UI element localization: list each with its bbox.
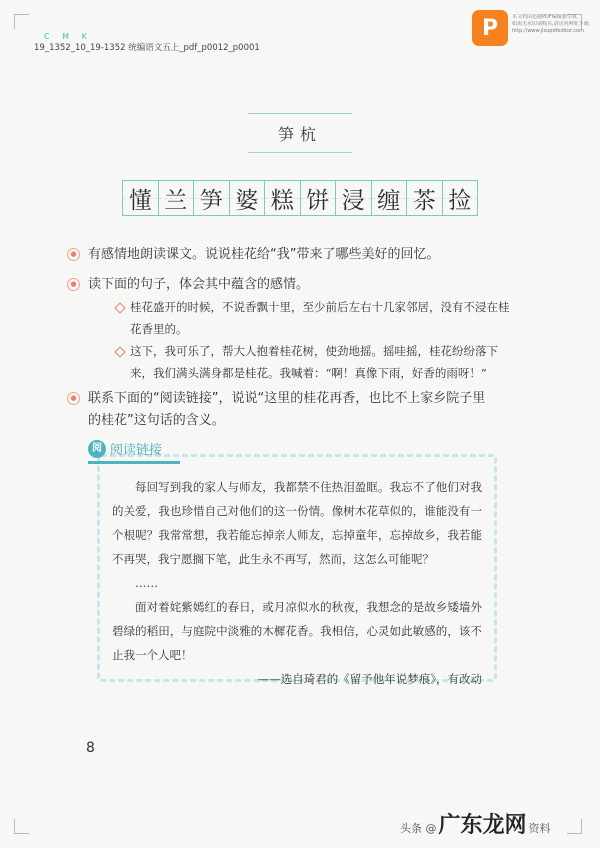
watermark-brand: 广东龙网 <box>438 813 527 838</box>
question-1 <box>70 244 488 266</box>
reading-source: ——选自琦君的《留予他年说梦痕》，有改动 <box>257 672 482 686</box>
lesson-title-box <box>248 113 352 153</box>
question-marker-icon: ● <box>67 392 80 405</box>
char-cell: 笋 <box>194 181 230 215</box>
char-cell: 兰 <box>159 181 195 215</box>
char-cell: 饼 <box>301 181 337 215</box>
reading-link-label: 阅读链接 <box>110 443 163 458</box>
p-letter-icon: P <box>481 15 499 41</box>
reading-link-header <box>88 439 162 458</box>
sentence-text: 这下，我可乐了，帮大人抱着桂花树，使劲地摇。摇哇摇，桂花纷纷落下来，我们满头满身都是桂花。我喊着：“啊！真像下雨，好香的雨呀！” <box>130 344 498 380</box>
question-text: 联系下面的“阅读链接”，说说“这里的桂花再香，也比不上家乡院子里的桂花”这句话的含义。 <box>88 391 486 428</box>
char-cell: 懂 <box>123 181 159 215</box>
color-code: C M K <box>44 32 92 41</box>
crop-mark-bottom-left <box>14 819 29 834</box>
char-cell: 浸 <box>336 181 372 215</box>
reading-link-content <box>112 475 482 691</box>
char-cell: 糕 <box>265 181 301 215</box>
crop-mark-top-left <box>14 14 29 29</box>
sentence-1 <box>130 296 518 340</box>
question-3 <box>70 388 488 432</box>
logo-notice-line: 本文档由迅捷PDF编辑器生成, <box>512 14 579 20</box>
sentence-text: 桂花盛开的时候，不说香飘十里，至少前后左右十几家邻居，没有不浸在桂花香里的。 <box>130 300 510 336</box>
page-number: 8 <box>86 740 95 756</box>
char-cell: 茶 <box>407 181 443 215</box>
char-cell: 缠 <box>372 181 408 215</box>
reading-paragraph: 每回写到我的家人与师友，我都禁不住热泪盈眶。我忘不了他们对我的关爱，我也珍惜自己对他们的这一份情。像树木花草似的，谁能没有一个根呢？我常常想，我若能忘掉亲人师友，忘掉童年，忘掉故乡，我若能不再哭，我宁愿搁下笔，此生永不再写，然而，这怎么可能呢？ <box>112 480 482 566</box>
question-text: 读下面的句子，体会其中蕴含的感情。 <box>88 277 310 292</box>
diamond-bullet-icon <box>114 302 125 313</box>
char-cell: 婆 <box>230 181 266 215</box>
reading-link-underline <box>88 461 180 464</box>
watermark-suffix: 资料 <box>528 822 551 835</box>
crop-mark-bottom-right <box>567 819 582 834</box>
logo-notice-line: 如需无水印请购买,请访问网址下载: <box>512 21 591 27</box>
diamond-bullet-icon <box>114 346 125 357</box>
new-characters-grid <box>122 180 478 216</box>
reading-ellipsis: …… <box>135 576 158 590</box>
char-cell: 捡 <box>443 181 478 215</box>
question-marker-icon: ● <box>67 278 80 291</box>
reading-paragraph: 面对着姹紫嫣红的春日，或月凉似水的秋夜，我想念的是故乡矮墙外碧绿的稻田，与庭院中淡雅的木樨花香。我相信，心灵如此敏感的，该不止我一个人吧！ <box>112 600 482 662</box>
logo-notice <box>512 14 592 35</box>
sentence-2 <box>130 340 518 384</box>
question-text: 有感情地朗读课文。说说桂花给“我”带来了哪些美好的回忆。 <box>88 247 440 262</box>
file-name: 19_1352_10_19-1352 统编语文五上_pdf_p0012_p0001 <box>34 43 260 53</box>
question-2 <box>70 274 488 296</box>
logo-notice-line: http://www.jisupdfeditor.com <box>512 28 584 34</box>
question-marker-icon: ● <box>67 248 80 261</box>
book-icon: 阅 <box>88 440 106 458</box>
watermark <box>400 808 551 839</box>
watermark-prefix: 头条 @ <box>400 822 437 835</box>
lesson-title: 笋杭 <box>277 124 322 144</box>
app-logo[interactable] <box>472 10 508 46</box>
